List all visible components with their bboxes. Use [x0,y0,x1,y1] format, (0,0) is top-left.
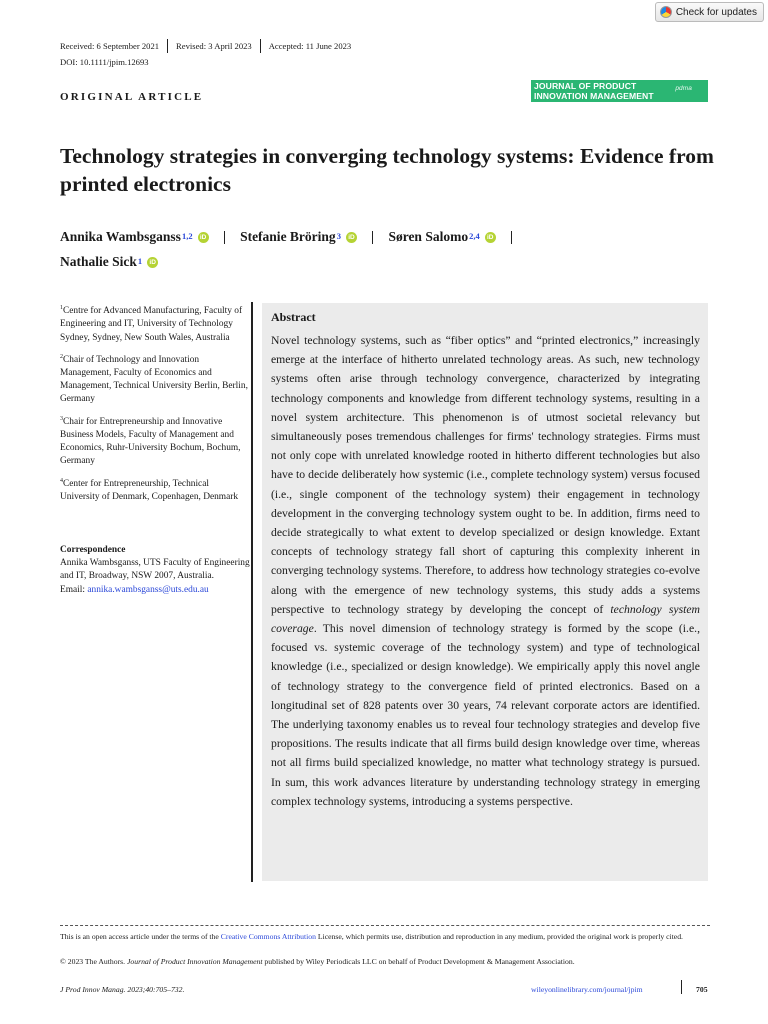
license-note [60,931,710,944]
abstract-heading: Abstract [271,310,316,324]
journal-logo-line2: INNOVATION MANAGEMENT [534,90,654,101]
copyright-note [60,957,710,966]
license-text: License, which permits use, distribution and reproduction in any medium, provided the original work is properly cited. [315,932,683,941]
author-name[interactable]: Søren Salomo [388,229,469,244]
correspondence-email-row [60,584,250,597]
received-date: Received: 6 September 2021 [60,41,160,51]
affiliation-number: 3 [60,415,63,422]
journal-url-link[interactable]: wileyonlinelibrary.com/journal/jpim [531,985,643,994]
email-link[interactable]: annika.wambsganss@uts.edu.au [87,584,209,595]
doi: DOI: 10.1111/jpim.12693 [60,57,149,67]
divider [260,39,261,53]
author-line-2 [60,254,158,270]
article-title: Technology strategies in converging technology systems: Evidence from printed electronics [60,144,714,196]
divider [167,39,168,53]
footer-divider [60,925,710,926]
abstract-part-1: Novel technology systems, such as “fiber optics” and “printed electronics,” increasingly emerge at the interface of hitherto unrelated technology areas. As such, new technology systems often arise through technology convergence, characterized by integrating technology components and knowledge from different technology systems, resulting in a novel system architecture. This phenomenon is of utmost societal relevancy but simultaneously poses tremendous challenges for firms' technology strategies. Firms must not only cope with unrelated knowledge rooted in hitherto different technologies but also have to decide deliberately how systemic (i.e., complete technology system) versus focused (i.e., single component of the technology system) their engagement in technology development in the converging technology system ought to be. In addition, firms need to decide strategically to what extent to develop specialized or design knowledge. Extant concepts of technology strategy fall short of capturing this complexity inherent in converging technology systems. Therefore, to address how technology strategies co-evolve along with the emergence of new technology systems, this study adds a systems perspective to technology strategy by developing the concept of [271,334,700,616]
accepted-date: Accepted: 11 June 2023 [268,41,352,51]
orcid-icon[interactable]: iD [198,232,209,243]
author-name[interactable]: Nathalie Sick [60,254,137,269]
affiliation [60,302,250,345]
correspondence-text: Annika Wambsganss, UTS Faculty of Engineering and IT, Broadway, NSW 2007, Australia. [60,558,250,582]
divider [372,231,374,244]
abstract-text [271,331,700,811]
orcid-icon[interactable]: iD [485,232,496,243]
abstract-rule [251,302,253,882]
abstract-part-2: . This novel dimension of technology strategy is formed by the scope (i.e., focused vs. systemic coverage of the technology system) and type of technological knowledge (i.e., specialized or design knowledge). We empirically apply this novel angle of technology strategy to the convergence field of printed electronics. Based on a longitudinal set of 828 patents over 30 years, 74 relevant corporate actors are identified. The underlying taxonomy enables us to reveal four technology strategies and develop five propositions. The results indicate that all firms build design knowledge over time, whereas not all firms build specialized knowledge, no matter what technology strategy is pursued. In sum, this work advances literature by understanding technology strategy in emerging complex technology systems, introducing a systems perspective. [271,622,700,808]
orcid-icon[interactable]: iD [346,232,357,243]
citation [60,985,184,994]
revised-date: Revised: 3 April 2023 [176,41,252,51]
affiliation [60,351,250,407]
affiliation-text: Centre for Advanced Manufacturing, Faculty of Engineering and IT, University of Technology Sydney, Sydney, New South Wales, Australia [60,306,243,343]
article-type: ORIGINAL ARTICLE [60,91,204,103]
article-dates [60,39,351,53]
crossmark-icon [660,6,672,18]
correspondence-heading: Correspondence [60,545,126,555]
affiliation-number: 4 [60,477,63,484]
copyright-text: published by Wiley Periodicals LLC on behalf of Product Development & Management Association. [262,957,575,966]
citation-text: J Prod Innov Manag. 2023;40:705–732. [60,985,185,994]
copyright-journal: Journal of Product Innovation Management [126,957,263,966]
orcid-icon[interactable]: iD [147,257,158,268]
license-link[interactable]: Creative Commons Attribution [220,932,316,941]
journal-logo [531,80,708,102]
divider [511,231,513,244]
correspondence [60,544,250,597]
license-text: This is an open access article under the terms of the [60,932,221,941]
affiliations [60,302,250,510]
author-affil-sup[interactable]: 1,2 [181,231,193,241]
author-affil-sup[interactable]: 3 [336,231,341,241]
abstract-emphasis: technology system coverage [271,602,700,636]
email-label: Email: [60,584,88,595]
check-for-updates-label: Check for updates [675,6,757,18]
page-number: 705 [696,985,708,994]
divider [681,980,682,994]
author-line-1 [60,229,527,245]
check-for-updates-button[interactable] [655,2,764,22]
author-name[interactable]: Stefanie Bröring [240,229,336,244]
divider [224,231,226,244]
author-name[interactable]: Annika Wambsganss [60,229,181,244]
affiliation-text: Chair for Entrepreneurship and Innovative Business Models, Faculty of Management and Economics, Ruhr-University Bochum, Bochum, Germany [60,416,241,467]
author-affil-sup[interactable]: 2,4 [469,231,480,241]
author-affil-sup[interactable]: 1 [137,256,143,266]
affiliation [60,475,250,505]
affiliation-text: Chair of Technology and Innovation Management, Faculty of Economics and Management, Technical University Berlin, Berlin, Germany [60,354,248,405]
affiliation [60,413,250,469]
pdma-mark: pdma [675,85,692,92]
affiliation-number: 1 [60,305,63,311]
journal-logo-line1: JOURNAL OF PRODUCT [534,81,637,91]
affiliation-number: 2 [60,353,63,360]
affiliation-text: Center for Entrepreneurship, Technical University of Denmark, Copenhagen, Denmark [60,478,239,502]
copyright-text: © 2023 The Authors. [60,957,127,966]
